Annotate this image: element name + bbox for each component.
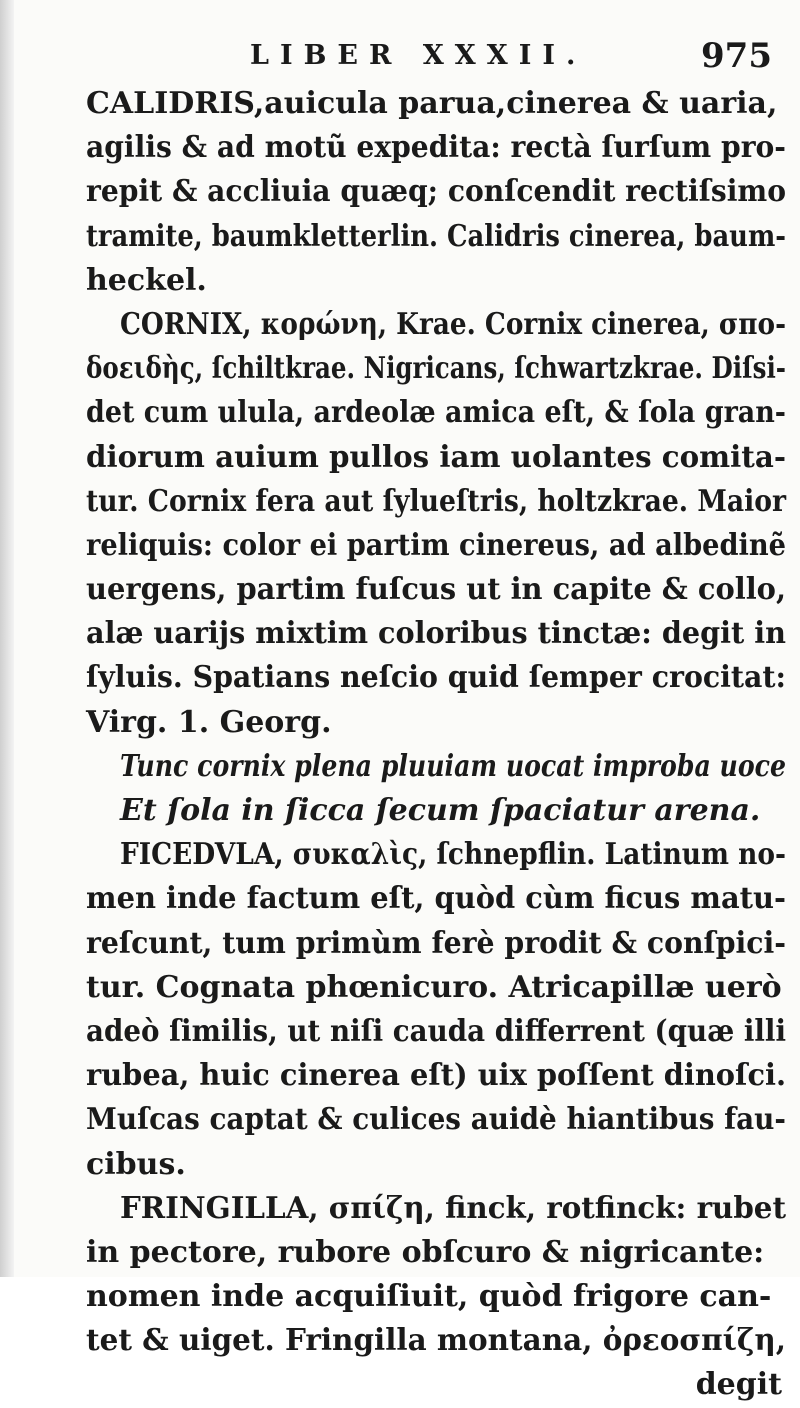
text-line: Muſcas captat & culices auidè hiantibus fau- bbox=[86, 1102, 786, 1138]
text-line: uergens, partim fuſcus ut in capite & collo, bbox=[86, 572, 786, 608]
text-line: nomen inde acquiſiuit, quòd frigore can- bbox=[86, 1279, 772, 1315]
page-binding-shadow bbox=[0, 0, 14, 1277]
text-line: tur. Cornix fera aut ſylueſtris, holtzkrae. Maior bbox=[86, 483, 786, 519]
text-line: reliquis: color ei partim cinereus, ad albedinẽ bbox=[86, 527, 786, 563]
page-header bbox=[0, 30, 800, 80]
text-line: men inde factum eſt, quòd cùm ficus matu- bbox=[86, 881, 786, 917]
text-line: CORNIX, κορώνη, Krae. Cornix cinerea, σπο- bbox=[120, 306, 786, 342]
text-line: CALIDRIS,auicula parua,cinerea & uaria, bbox=[86, 86, 778, 121]
text-line: adeò ſimilis, ut niſi cauda differrent (quæ illi bbox=[86, 1013, 786, 1049]
text-line: heckel. bbox=[86, 262, 207, 298]
text-line: Tunc cornix plena pluuiam uocat improba uoce bbox=[120, 748, 786, 784]
text-line: δοειδὴς, ſchiltkrae. Nigricans, ſchwartzkrae. Diſsi- bbox=[86, 351, 786, 387]
text-line: repit & accliuia quæq; conſcendit rectiſsimo bbox=[86, 174, 786, 210]
text-line: Virg. 1. Georg. bbox=[86, 704, 332, 740]
text-line: agilis & ad motũ expedita: rectà ſurſum pro- bbox=[86, 130, 786, 166]
text-line: Et ſola in ſicca ſecum ſpaciatur arena. bbox=[120, 793, 761, 828]
text-line: alæ uarijs mixtim coloribus tinctæ: degit in bbox=[86, 616, 786, 652]
text-line: FRINGILLA, σπίζη, finck, rotfinck: rubet bbox=[120, 1190, 786, 1226]
text-line: reſcunt, tum primùm ferè prodit & conſpici- bbox=[86, 925, 786, 961]
text-line: degit bbox=[695, 1367, 782, 1403]
text-line: ſyluis. Spatians neſcio quid ſemper crocitat: bbox=[86, 660, 786, 696]
text-line: det cum ulula, ardeolæ amica eſt, & ſola gran- bbox=[86, 395, 786, 431]
text-line: cibus. bbox=[86, 1146, 186, 1182]
running-title: LIBER XXXII. bbox=[250, 40, 587, 71]
text-line: diorum auium pullos iam uolantes comita- bbox=[86, 439, 786, 475]
text-line: rubea, huic cinerea eſt) uix poſſent dinoſci. bbox=[86, 1058, 786, 1094]
text-line: tet & uiget. Fringilla montana, ὀρεοσπίζη, bbox=[86, 1323, 786, 1359]
text-line: tur. Cognata phœnicuro. Atricapillæ uerò bbox=[86, 969, 782, 1005]
text-body bbox=[86, 82, 786, 1408]
text-line: FICEDVLA, συκαλὶς, ſchnepflin. Latinum no- bbox=[120, 837, 786, 873]
text-line: tramite, baumkletterlin. Calidris cinerea, baum- bbox=[86, 218, 786, 254]
page-number: 975 bbox=[701, 36, 772, 76]
text-line: in pectore, rubore obſcuro & nigricante: bbox=[86, 1234, 765, 1270]
